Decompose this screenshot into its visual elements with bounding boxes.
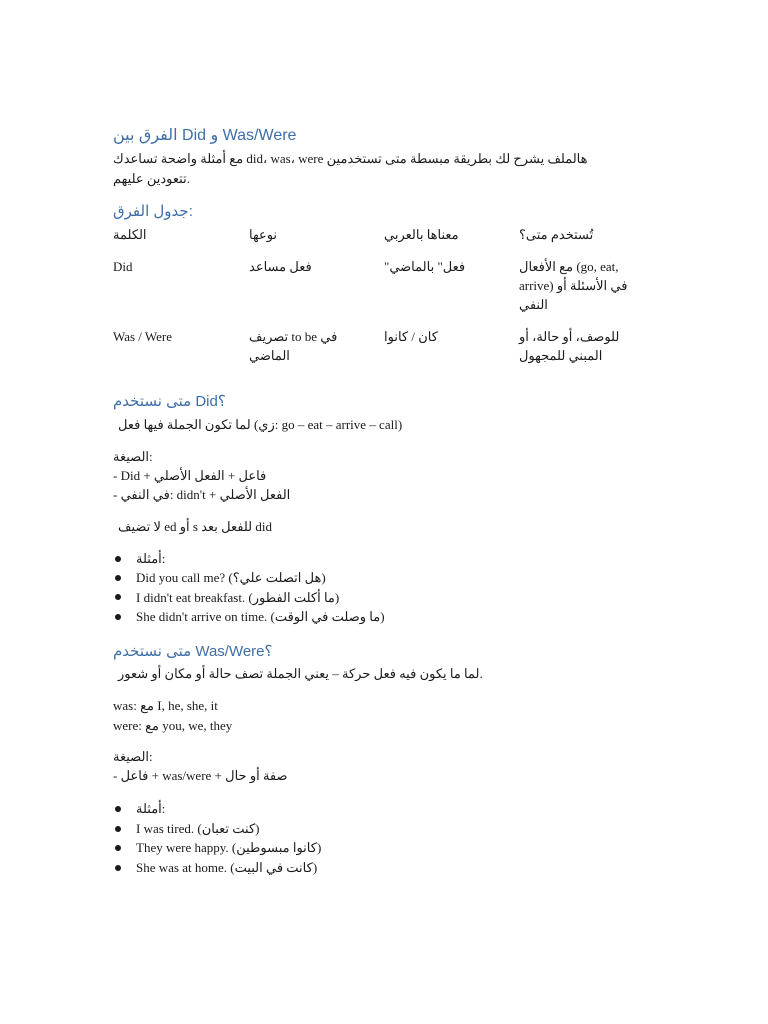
list-item: أمثلة: <box>136 801 166 816</box>
did-description: لما تكون الجملة فيها فعل (زي: go – eat – arrive – call) <box>118 417 403 432</box>
list-item: I didn't eat breakfast. (ما أكلت الفطور) <box>136 590 340 605</box>
table-cell-word: Was / Were <box>113 329 173 344</box>
list-item: أمثلة: <box>136 551 166 566</box>
page-title: الفرق بين Did و Was/Were <box>113 127 297 144</box>
table-cell-meaning: كان / كانوا <box>384 329 438 344</box>
did-section-heading: متى نستخدم Did؟ <box>113 393 226 410</box>
document-page <box>113 0 643 1024</box>
table-header-usage: تُستخدم متى؟ <box>519 227 594 242</box>
intro-line-2: تتعودين عليهم. <box>113 171 190 186</box>
did-formula-line: - Did + فاعل + الفعل الأصلي <box>113 468 267 483</box>
table-header-word: الكلمة <box>113 227 147 242</box>
waswere-description: لما ما يكون فيه فعل حركة – يعني الجملة تصف حالة أو مكان أو شعور. <box>118 666 483 681</box>
table-heading: جدول الفرق: <box>113 203 193 220</box>
bullet-icon <box>115 594 121 600</box>
table-cell-word: Did <box>113 259 133 274</box>
list-item: She didn't arrive on time. (ما وصلت في الوقت) <box>136 609 385 624</box>
bullet-icon <box>115 575 121 581</box>
table-header-meaning: معناها بالعربي <box>384 227 459 242</box>
table-cell-meaning: "فعل" بالماضي <box>384 259 466 274</box>
did-formula-line: - في النفي: didn't + الفعل الأصلي <box>113 487 291 502</box>
waswere-section-heading: متى نستخدم Was/Were؟ <box>113 643 273 660</box>
list-item: Did you call me? (هل اتصلت علي؟) <box>136 570 326 585</box>
table-cell-usage: مع الأفعال (go, eat, <box>519 259 619 274</box>
bullet-icon <box>115 845 121 851</box>
did-note: لا تضيف ed أو s للفعل بعد did <box>118 519 272 534</box>
were-usage-line: were: مع you, we, they <box>113 718 233 733</box>
list-item: I was tired. (كنت تعبان) <box>136 821 260 836</box>
table-cell-type: تصريف to be في <box>249 329 338 344</box>
list-item: They were happy. (كانوا مبسوطين) <box>136 840 322 855</box>
table-cell-usage: للوصف، أو حالة، أو <box>519 329 620 344</box>
bullet-icon <box>115 806 121 812</box>
bullet-icon <box>115 865 121 871</box>
table-cell-usage: المبني للمجهول <box>519 348 603 363</box>
waswere-formula-label: الصيغة: <box>113 749 153 764</box>
bullet-icon <box>115 826 121 832</box>
bullet-icon <box>115 614 121 620</box>
table-header-type: نوعها <box>249 227 278 242</box>
table-cell-usage: النفي <box>519 297 548 312</box>
table-cell-usage: arrive) في الأسئلة أو <box>519 278 628 293</box>
was-usage-line: was: مع I, he, she, it <box>113 698 218 713</box>
did-formula-label: الصيغة: <box>113 449 153 464</box>
table-cell-type: الماضي <box>249 348 290 363</box>
intro-line-1: مع أمثلة واضحة تساعدك did، was، were هالملف يشرح لك بطريقة مبسطة متى تستخدمين <box>113 151 588 166</box>
table-cell-type: فعل مساعد <box>249 259 312 274</box>
waswere-formula-line: - فاعل + was/were + صفة أو حال <box>113 768 288 783</box>
list-item: She was at home. (كانت في البيت) <box>136 860 318 875</box>
bullet-icon <box>115 556 121 562</box>
